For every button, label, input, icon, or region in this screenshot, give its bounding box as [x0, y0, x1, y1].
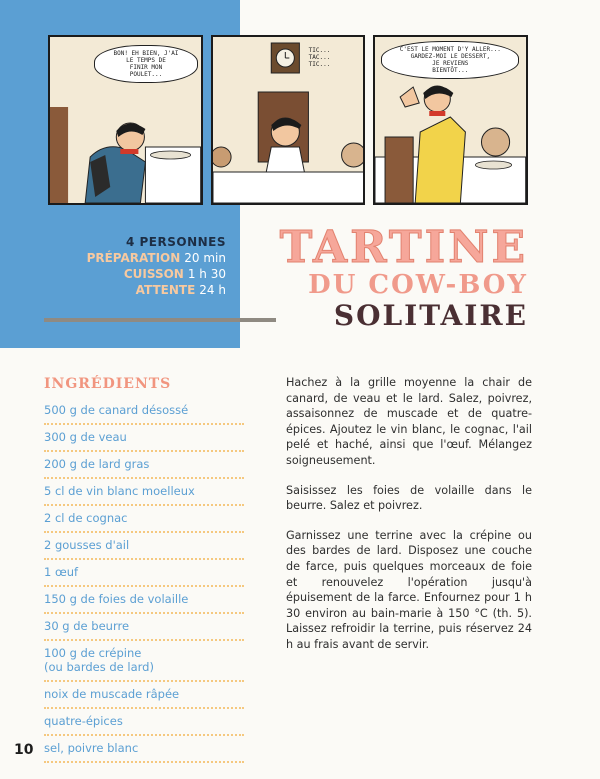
- method-paragraph: Hachez à la grille moyenne la chair de canard, de veau et le lard. Salez, poivrez, assaisonnez de muscade et de quatre-épices. Ajoutez le vin blanc, le cognac, l'ail pelé et haché, ainsi que l'œuf. Mélangez soigneusement.: [286, 376, 532, 467]
- ingredient-item: 5 cl de vin blanc moelleux: [44, 479, 244, 506]
- speech-bubble-3: C'EST LE MOMENT D'Y ALLER... GARDEZ-MOI LE DESSERT, JE REVIENS BIENTÔT...: [381, 41, 519, 79]
- ingredients-list: [44, 398, 244, 763]
- recipe-title: [279, 222, 528, 332]
- ingredient-item: 300 g de veau: [44, 425, 244, 452]
- ingredients-section: [44, 376, 244, 763]
- ingredient-item: 100 g de crépine (ou bardes de lard): [44, 641, 244, 682]
- meta-row-preparation: [87, 250, 226, 266]
- method-section: [286, 375, 532, 667]
- title-line-3: SOLITAIRE: [333, 299, 528, 332]
- page-number: 10: [14, 742, 34, 758]
- cowboy-thinking-illustration: [213, 37, 364, 203]
- meta-row-cuisson: [87, 266, 226, 282]
- comic-panel-1: [48, 35, 203, 205]
- preparation-value: 20 min: [184, 251, 226, 265]
- ingredient-item: 200 g de lard gras: [44, 452, 244, 479]
- speech-bubble-1: BON! EH BIEN, J'AI LE TEMPS DE FINIR MON POULET...: [94, 45, 198, 83]
- meta-row-attente: [87, 282, 226, 298]
- cuisson-value: 1 h 30: [187, 267, 226, 281]
- clock-sound-effect: TIC... TAC... TIC...: [308, 47, 331, 68]
- ingredient-item: 2 cl de cognac: [44, 506, 244, 533]
- ingredient-item: sel, poivre blanc: [44, 736, 244, 763]
- preparation-label: PRÉPARATION: [86, 251, 181, 265]
- comic-strip: [48, 35, 528, 205]
- title-line-1: TARTINE: [279, 222, 528, 273]
- ingredient-item: 500 g de canard désossé: [44, 398, 244, 425]
- method-paragraph: Saisissez les foies de volaille dans le beurre. Salez et poivrez.: [286, 483, 532, 513]
- ingredients-heading: INGRÉDIENTS: [44, 376, 172, 392]
- recipe-meta: [87, 234, 226, 298]
- ingredient-item: 150 g de foies de volaille: [44, 587, 244, 614]
- title-line-2: DU COW-BOY: [308, 270, 528, 300]
- cuisson-label: CUISSON: [123, 267, 184, 281]
- comic-panel-2: [211, 35, 366, 205]
- ingredient-item: 2 gousses d'ail: [44, 533, 244, 560]
- attente-label: ATTENTE: [135, 283, 196, 297]
- servings: 4 PERSONNES: [125, 235, 226, 249]
- ingredient-item: noix de muscade râpée: [44, 682, 244, 709]
- attente-value: 24 h: [199, 283, 226, 297]
- ingredient-item: 30 g de beurre: [44, 614, 244, 641]
- ingredient-item: quatre-épices: [44, 709, 244, 736]
- ingredient-item: 1 œuf: [44, 560, 244, 587]
- comic-panel-3: [373, 35, 528, 205]
- method-paragraph: Garnissez une terrine avec la crépine ou des bardes de lard. Disposez une couche de farce, puis quelques morceaux de foie et renouvelez l'opération jusqu'à épuisement de la farce. Enfournez pour 1 h 30 environ au bain-marie à 150 °C (th. 5). Laissez refroidir la terrine, puis réservez 24 h au frais avant de servir.: [286, 528, 532, 651]
- divider-rule: [44, 318, 276, 322]
